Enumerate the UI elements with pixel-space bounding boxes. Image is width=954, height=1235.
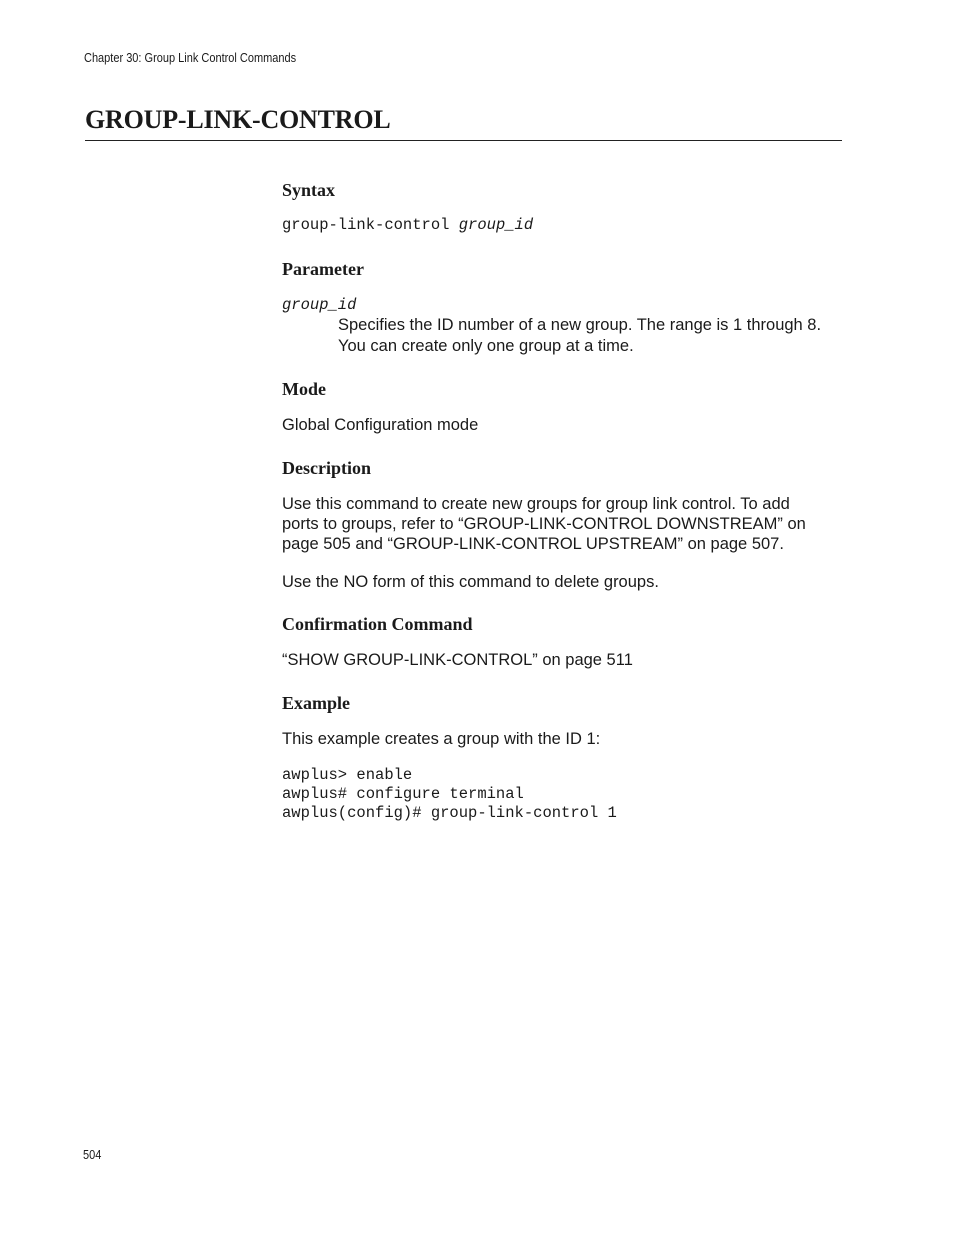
syntax-heading: Syntax <box>282 180 336 200</box>
description-para-line: Use this command to create new groups for group link control. To add <box>282 495 790 513</box>
syntax-section <box>282 178 842 235</box>
example-code-line: awplus> enable <box>282 766 413 784</box>
page-number: 504 <box>83 1148 102 1162</box>
description-heading: Description <box>282 458 371 478</box>
example-section <box>282 691 842 823</box>
command-reference-body <box>282 178 842 823</box>
mode-section <box>282 377 842 435</box>
running-header: Chapter 30: Group Link Control Commands <box>84 51 297 65</box>
title-divider <box>85 140 842 141</box>
mode-text: Global Configuration mode <box>282 416 479 434</box>
parameter-desc-line: Specifies the ID number of a new group. The range is 1 through 8. <box>338 316 822 334</box>
page-title: GROUP-LINK-CONTROL <box>85 105 391 134</box>
mode-heading: Mode <box>282 379 326 399</box>
syntax-argument: group_id <box>458 216 534 234</box>
parameter-name: group_id <box>282 296 357 314</box>
syntax-line <box>282 216 842 235</box>
syntax-command: group-link-control <box>282 216 450 234</box>
parameter-heading: Parameter <box>282 259 364 279</box>
example-heading: Example <box>282 693 351 713</box>
description-para-line: ports to groups, refer to “GROUP-LINK-CONTROL DOWNSTREAM” on <box>282 515 806 533</box>
description-para-line: page 505 and “GROUP-LINK-CONTROL UPSTREAM” on page 507. <box>282 535 784 553</box>
example-code-block <box>282 766 842 823</box>
example-code-line: awplus(config)# group-link-control 1 <box>282 804 617 822</box>
parameter-section <box>282 257 842 357</box>
confirmation-heading: Confirmation Command <box>282 614 473 634</box>
description-no-form: Use the NO form of this command to delete groups. <box>282 573 659 591</box>
confirmation-reference: “SHOW GROUP-LINK-CONTROL” on page 511 <box>282 651 633 669</box>
parameter-desc-line: You can create only one group at a time. <box>338 337 634 355</box>
example-code-line: awplus# configure terminal <box>282 785 524 803</box>
example-intro: This example creates a group with the ID 1: <box>282 730 601 748</box>
parameter-description <box>338 315 842 357</box>
confirmation-section <box>282 612 842 670</box>
description-section <box>282 456 842 592</box>
